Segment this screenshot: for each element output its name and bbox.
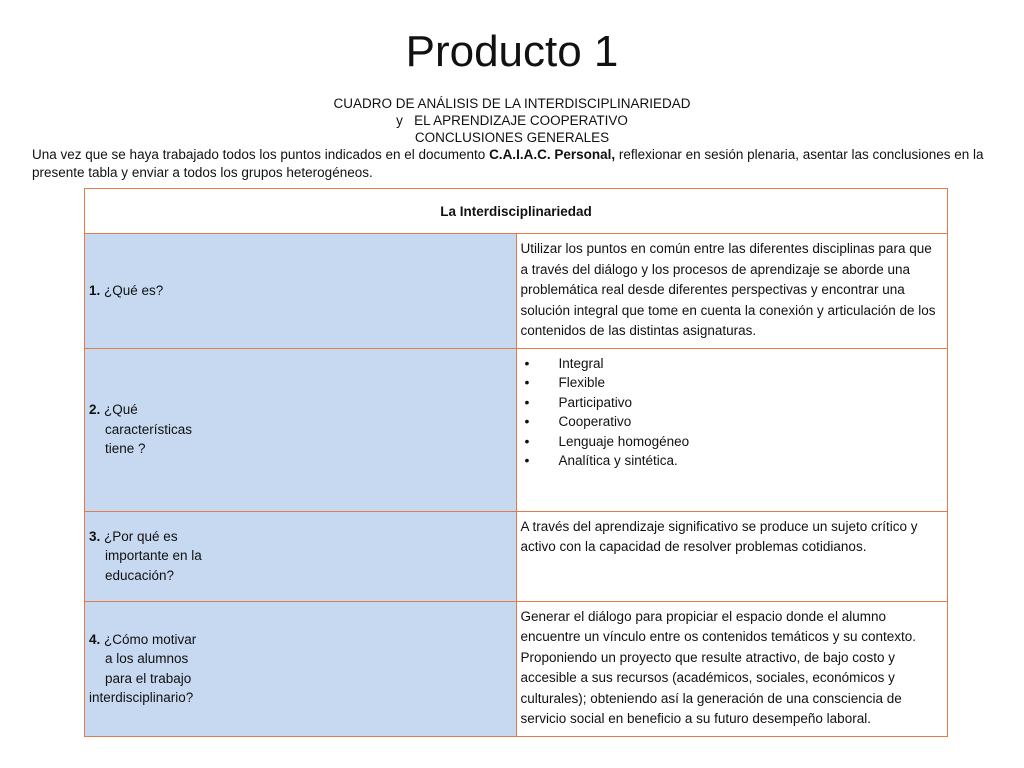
intro-paragraph xyxy=(32,146,992,182)
intro-text-bold: C.A.I.A.C. Personal, xyxy=(489,147,616,162)
question-text: ¿Qué xyxy=(104,402,138,418)
subtitle-line-1: CUADRO DE ANÁLISIS DE LA INTERDISCIPLINARIEDAD xyxy=(333,96,691,111)
question-number: 2. xyxy=(89,402,101,418)
subtitle-line-2: y EL APRENDIZAJE COOPERATIVO xyxy=(396,113,628,128)
list-item: • Participativo xyxy=(521,393,942,413)
table-row xyxy=(85,348,948,511)
question-number: 3. xyxy=(89,528,101,544)
analysis-table xyxy=(84,188,948,737)
question-text: ¿Cómo motivar xyxy=(104,631,197,647)
answer-cell: Generar el diálogo para propiciar el espacio donde el alumno encuentre un vínculo entre os contenidos temáticos y su contexto. Proponiendo un proyecto que resulte atractivo, de bajo costo y accesible a sus recursos (académicos, sociales, económicos y culturales); obteniendo así la generación de una consciencia de servicio social en beneficio a su futuro desempeño laboral. xyxy=(516,601,948,736)
question-text: interdisciplinario? xyxy=(89,690,194,705)
list-item: • Cooperativo xyxy=(521,412,942,432)
answer-cell: A través del aprendizaje significativo se produce un sujeto crítico y activo con la capacidad de resolver problemas cotidianos. xyxy=(516,511,948,601)
question-text: tiene ? xyxy=(105,441,146,457)
list-item: • Analítica y sintética. xyxy=(521,451,942,471)
question-number: 1. xyxy=(89,283,101,298)
question-text: características xyxy=(105,421,193,437)
page-title: Producto 1 xyxy=(405,27,619,76)
question-cell xyxy=(85,511,517,601)
question-text: ¿Por qué es xyxy=(104,528,178,544)
table-row xyxy=(85,511,948,601)
question-text: para el trabajo xyxy=(105,670,192,686)
answer-cell: Utilizar los puntos en común entre las diferentes disciplinas para que a través del diálogo y los procesos de aprendizaje se aborde una problemática real desde diferentes perspectivas y encontrar una solución integral que tome en cuenta la conexión y articulación de los contenidos de las distintas asignaturas. xyxy=(516,234,948,349)
question-cell xyxy=(85,348,517,511)
list-item: • Integral xyxy=(521,354,942,374)
question-cell xyxy=(85,601,517,736)
features-list xyxy=(521,354,942,471)
intro-text-end: reflexionar en sesión plenaria, asentar las conclusiones en la presente tabla y enviar a todos los grupos heterogéneos. xyxy=(32,147,984,180)
table-header: La Interdisciplinariedad xyxy=(85,189,948,234)
question-text: a los alumnos xyxy=(105,651,189,666)
list-item: • Flexible xyxy=(521,373,942,393)
question-text: importante en la xyxy=(105,548,202,564)
intro-text-start: Una vez que se haya trabajado todos los puntos indicados en el documento xyxy=(32,147,490,162)
question-text: ¿Qué es? xyxy=(104,283,164,298)
question-cell xyxy=(85,234,517,349)
list-item: • Lenguaje homogéneo xyxy=(521,432,942,452)
question-text: educación? xyxy=(105,567,175,583)
question-number: 4. xyxy=(89,631,101,647)
table-row xyxy=(85,601,948,736)
answer-cell xyxy=(516,348,948,511)
table-row xyxy=(85,234,948,349)
subtitle-line-3: CONCLUSIONES GENERALES xyxy=(414,130,610,145)
